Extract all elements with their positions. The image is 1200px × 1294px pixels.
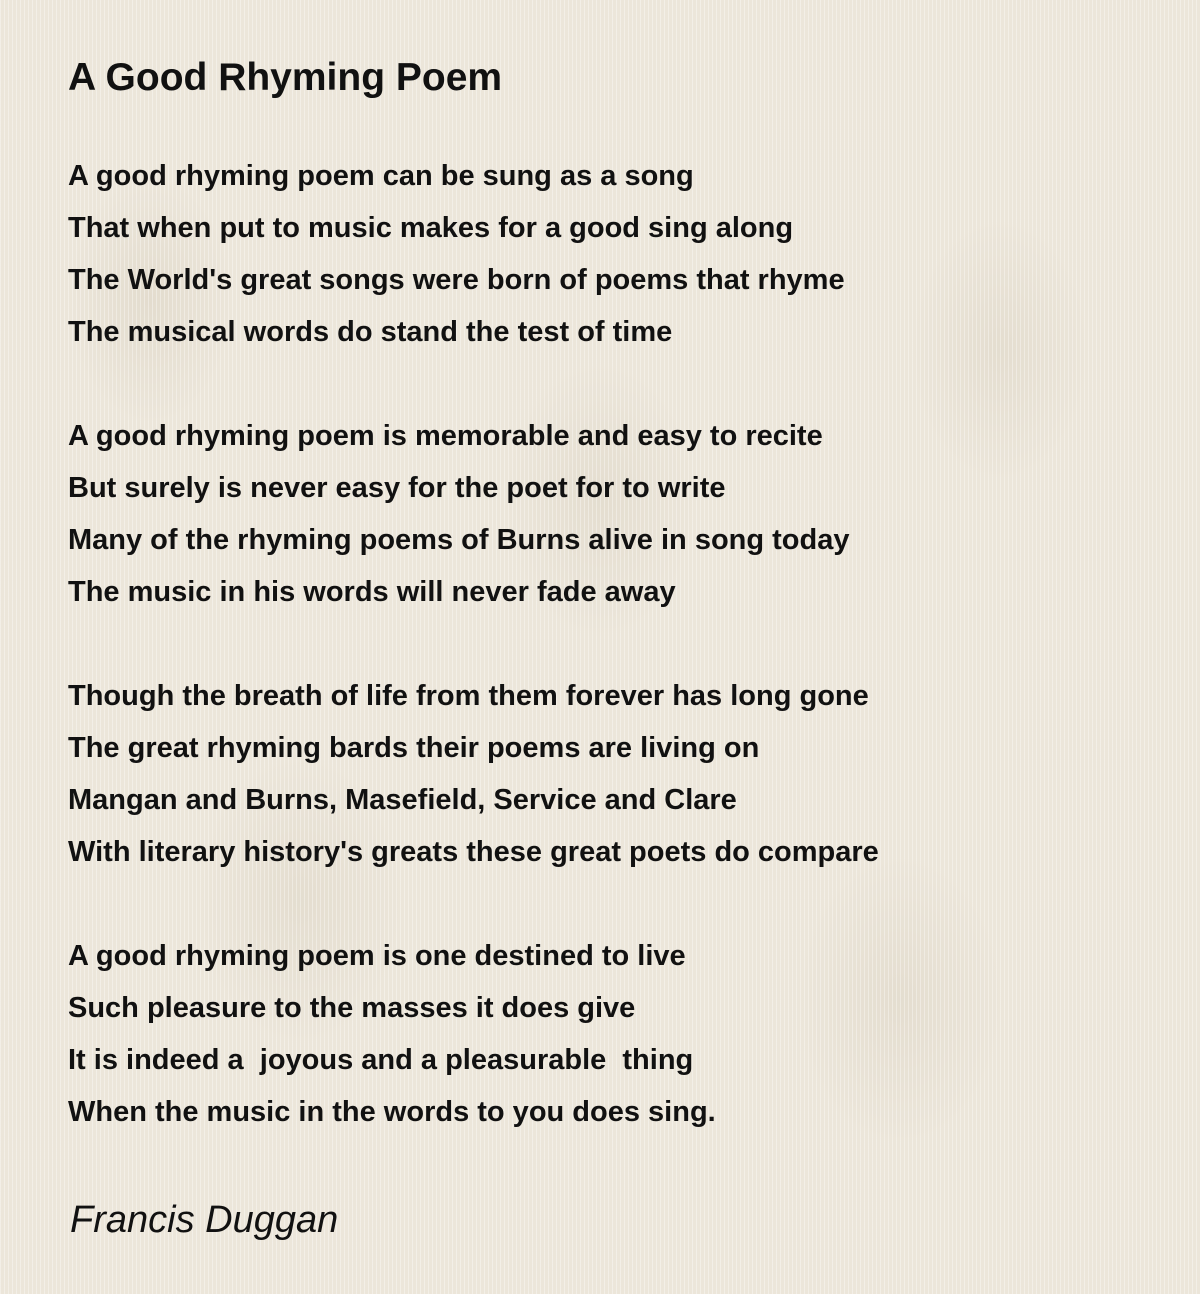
poem-line: A good rhyming poem can be sung as a song xyxy=(68,160,694,192)
poem-line: It is indeed a joyous and a pleasurable thing xyxy=(68,1044,694,1076)
poem-author: Francis Duggan xyxy=(70,1199,339,1241)
poem-line: But surely is never easy for the poet for to write xyxy=(68,472,726,504)
poem-line: That when put to music makes for a good sing along xyxy=(68,212,794,244)
poem-line: The great rhyming bards their poems are living on xyxy=(68,732,760,764)
poem-line: Such pleasure to the masses it does give xyxy=(68,992,636,1024)
poem-stanza-4 xyxy=(68,930,716,1138)
poem-stanza-2 xyxy=(68,410,850,618)
poem-stanza-1 xyxy=(68,150,845,358)
poem-stanza-3 xyxy=(68,670,879,878)
poem-line: The musical words do stand the test of time xyxy=(68,316,673,348)
poem-line: The music in his words will never fade away xyxy=(68,576,676,608)
poem-line: With literary history's greats these great poets do compare xyxy=(68,836,879,868)
poem-line: Though the breath of life from them forever has long gone xyxy=(68,680,869,712)
poem-line: Many of the rhyming poems of Burns alive in song today xyxy=(68,524,850,556)
poem-line: When the music in the words to you does sing. xyxy=(68,1096,716,1128)
poem-line: A good rhyming poem is memorable and easy to recite xyxy=(68,420,823,452)
poem-line: Mangan and Burns, Masefield, Service and Clare xyxy=(68,784,737,816)
poem-title: A Good Rhyming Poem xyxy=(68,56,503,99)
poem-line: The World's great songs were born of poems that rhyme xyxy=(68,264,845,296)
poem-line: A good rhyming poem is one destined to live xyxy=(68,940,686,972)
